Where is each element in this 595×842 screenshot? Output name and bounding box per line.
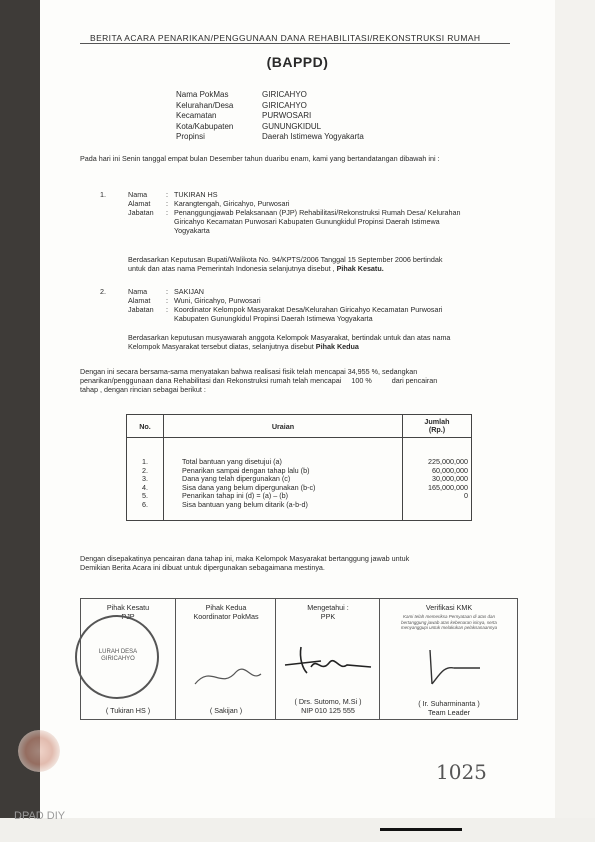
signature-pokmas: Pihak Kedua Koordinator PokMas ( Sakijan ) [175,599,276,719]
document-subtitle: (BAPPD) [266,54,329,70]
info-row: Propinsi Daerah Istimewa Yogyakarta [176,132,364,141]
watermark: DPAD DIY [14,810,66,822]
party1-name: TUKIRAN HS [174,190,218,199]
signature-table [80,598,518,720]
signature-ppk: Mengetahui : PPK ( Drs. Sutomo, M.Si ) NIP 010 125 555 [275,599,380,719]
kmk-signature [420,644,490,694]
pokmas-info [176,90,364,143]
scan-bottom-margin [0,818,595,842]
info-row: Nama PokMas GIRICAHYO [176,90,307,99]
closing-text: Dengan disepakatinya pencairan dana tahap ini, maka Kelompok Masyarakat bertanggung jawab untuk Demikian Berita Acara ini dibuat untuk dipergunakan sebagaimana mestinya. [80,554,410,572]
dpad-seal-icon [18,730,60,772]
pokmas-name: ( Sakijan ) [209,706,243,715]
party2-address: Wuni, Giricahyo, Purwosari [174,296,261,305]
ppk-nip: NIP 010 125 555 [301,706,355,715]
col-header-no: No. [127,415,164,438]
handwritten-number: 1025 [436,760,487,784]
statement-text: Dengan ini secara bersama-sama menyatakan bahwa realisasi fisik telah mencapai 34,955 %, sedangkan penarikan/penggunaan dana Rehabilitasi dan Rekonstruksi rumah telah mencapai 100 % dari pencairan tahap , dengan rincian sebagai berikut : [80,367,438,394]
title-divider [80,43,510,44]
party1-address: Karangtengah, Giricahyo, Purwosari [174,199,290,208]
signature-pjp: Pihak Kesatu PJP LURAH DESA GIRICAHYO ( Tukiran HS ) [81,599,175,719]
ppk-name: ( Drs. Sutomo, M.Si ) [294,697,362,706]
document-title: BERITA ACARA PENARIKAN/PENGGUNAAN DANA REHABILITASI/REKONSTRUKSI RUMAH [90,33,481,43]
party2-block: Nama : SAKIJAN Alamat : Wuni, Giricahyo, Purwosari Jabatan : Koordinator Kelompok Masyarakat Desa/Kelurahan Giricahyo Kecamatan Purwosari Kabupaten Gunungkidul Propinsi Daerah Istimewa Yogyakarta [128,287,443,323]
pjp-name: ( Tukiran HS ) [105,706,151,715]
party1-block: Nama : TUKIRAN HS Alamat : Karangtengah, Giricahyo, Purwosari Jabatan : Penanggungjawab Pelaksanaan (PJP) Rehabilitasi/Rekonstruksi Rumah Desa/ Kelurahan Giricahyo Kecamatan Purwosari Kabupaten Gunungkidul Propinsi Daerah Istimewa Yogyakarta [128,190,461,235]
party1-basis: Berdasarkan Keputusan Bupati/Walikota No. 94/KPTS/2006 Tanggal 15 September 2006 bertindak untuk dan atas nama Pemerintah Indonesia selanjutnya disebut , Pihak Kesatu. [128,255,443,273]
kmk-role: Team Leader [428,708,470,717]
table-header-row [127,415,472,438]
info-row: Kecamatan PURWOSARI [176,111,312,120]
party2-basis: Berdasarkan keputusan musyawarah anggota Kelompok Masyarakat, bertindak untuk dan atas nama Kelompok Masyarakat tersebut diatas, selanjutnya disebut Pihak Kedua [128,333,451,351]
col-header-jumlah: Jumlah (Rp.) [403,415,472,438]
signature-kmk: Verifikasi KMK Kami telah memeriksa Pernyataan di atas dan bertanggung jawab atas kebenaran isinya, serta menyanggupi untuk melakukan pelaksanaannya ( Ir. Suharminanta ) Team Leader [379,599,518,719]
info-row: Kelurahan/Desa GIRICAHYO [176,100,307,110]
scan-mark [380,828,462,831]
party1-number: 1. [100,190,106,199]
col-header-uraian: Uraian [164,415,403,438]
table-row: 1. 2. 3. 4. 5. 6. Total bantuan yang disetujui (a) Penarikan sampai dengan tahap lalu (b) Dana yang telah dipergunakan (c) Sisa dana yang belum dipergunakan (b-c) Penarikan tahap ini (d) = (a) – (b) Sisa bantuan yang belum ditarik (a-b-d) 225,000,000 60,000,000 30,000,000 165,000,000 0 [127,438,472,521]
party2-number: 2. [100,287,106,296]
party2-name: SAKIJAN [174,287,204,296]
scan-dark-edge [0,0,40,842]
kmk-name: ( Ir. Suharminanta ) [418,699,480,708]
info-row: Kota/Kabupaten GUNUNGKIDUL [176,121,322,131]
ppk-signature [281,639,376,679]
stamp-text: LURAH DESA GIRICAHYO [98,649,138,662]
fund-table [126,414,472,521]
intro-text: Pada hari ini Senin tanggal empat bulan Desember tahun duaribu enam, kami yang bertandatangan dibawah ini : [80,154,440,163]
sakijan-signature [191,654,266,694]
